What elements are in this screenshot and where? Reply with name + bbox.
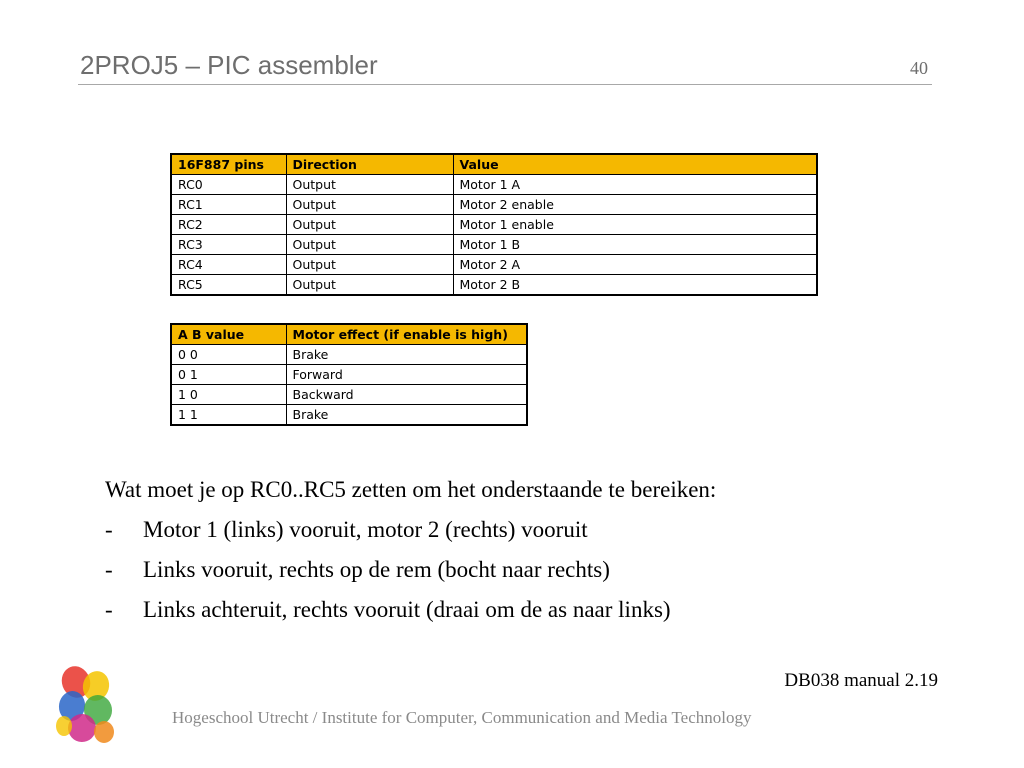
table-cell: Brake	[286, 345, 527, 365]
table-cell: RC5	[171, 275, 286, 296]
table-cell: RC2	[171, 215, 286, 235]
bullet-item	[105, 550, 716, 590]
bullet-item	[105, 590, 716, 630]
table-cell: Motor 2 A	[453, 255, 817, 275]
table-cell: Motor 1 B	[453, 235, 817, 255]
slide-number: 40	[910, 58, 928, 78]
table-cell: Output	[286, 235, 453, 255]
table-cell: Backward	[286, 385, 527, 405]
column-header: A B value	[171, 324, 286, 345]
table-row	[171, 255, 817, 275]
table-cell: Output	[286, 195, 453, 215]
table-row	[171, 175, 817, 195]
table-row	[171, 275, 817, 296]
table-row	[171, 345, 527, 365]
bullet-text: Motor 1 (links) vooruit, motor 2 (rechts) vooruit	[143, 517, 588, 542]
bullet-text: Links vooruit, rechts op de rem (bocht naar rechts)	[143, 557, 610, 582]
ab-value-table	[170, 323, 528, 426]
footer-text: Hogeschool Utrecht / Institute for Computer, Communication and Media Technology	[172, 708, 752, 727]
reference-note: DB038 manual 2.19	[784, 670, 938, 691]
table-row	[171, 385, 527, 405]
body-text	[105, 470, 716, 630]
table-cell: Motor 2 enable	[453, 195, 817, 215]
bullet-marker: -	[105, 517, 113, 542]
table-cell: Motor 2 B	[453, 275, 817, 296]
table-cell: Brake	[286, 405, 527, 426]
table-cell: 1 1	[171, 405, 286, 426]
table-row	[171, 195, 817, 215]
table-header-row	[171, 324, 527, 345]
bullet-marker: -	[105, 557, 113, 582]
slide-title: 2PROJ5 – PIC assembler	[80, 50, 378, 80]
table-cell: Motor 1 enable	[453, 215, 817, 235]
bullet-text: Links achteruit, rechts vooruit (draai om de as naar links)	[143, 597, 671, 622]
bullet-item	[105, 510, 716, 550]
table-cell: RC1	[171, 195, 286, 215]
table-cell: 0 1	[171, 365, 286, 385]
table-cell: Forward	[286, 365, 527, 385]
table-header-row	[171, 154, 817, 175]
column-header: 16F887 pins	[171, 154, 286, 175]
table-cell: Output	[286, 215, 453, 235]
table-row	[171, 215, 817, 235]
table-cell: Motor 1 A	[453, 175, 817, 195]
table-cell: Output	[286, 255, 453, 275]
question-text: Wat moet je op RC0..RC5 zetten om het onderstaande te bereiken:	[105, 477, 717, 502]
bullet-marker: -	[105, 597, 113, 622]
table-cell: RC0	[171, 175, 286, 195]
table-cell: 1 0	[171, 385, 286, 405]
table-row	[171, 235, 817, 255]
table-cell: Output	[286, 275, 453, 296]
table-row	[171, 365, 527, 385]
column-header: Direction	[286, 154, 453, 175]
school-logo	[46, 660, 126, 748]
title-divider	[78, 84, 932, 85]
table-cell: RC3	[171, 235, 286, 255]
table-row	[171, 405, 527, 426]
column-header: Motor effect (if enable is high)	[286, 324, 527, 345]
column-header: Value	[453, 154, 817, 175]
table-cell: RC4	[171, 255, 286, 275]
table-cell: 0 0	[171, 345, 286, 365]
table-cell: Output	[286, 175, 453, 195]
pins-table	[170, 153, 818, 296]
